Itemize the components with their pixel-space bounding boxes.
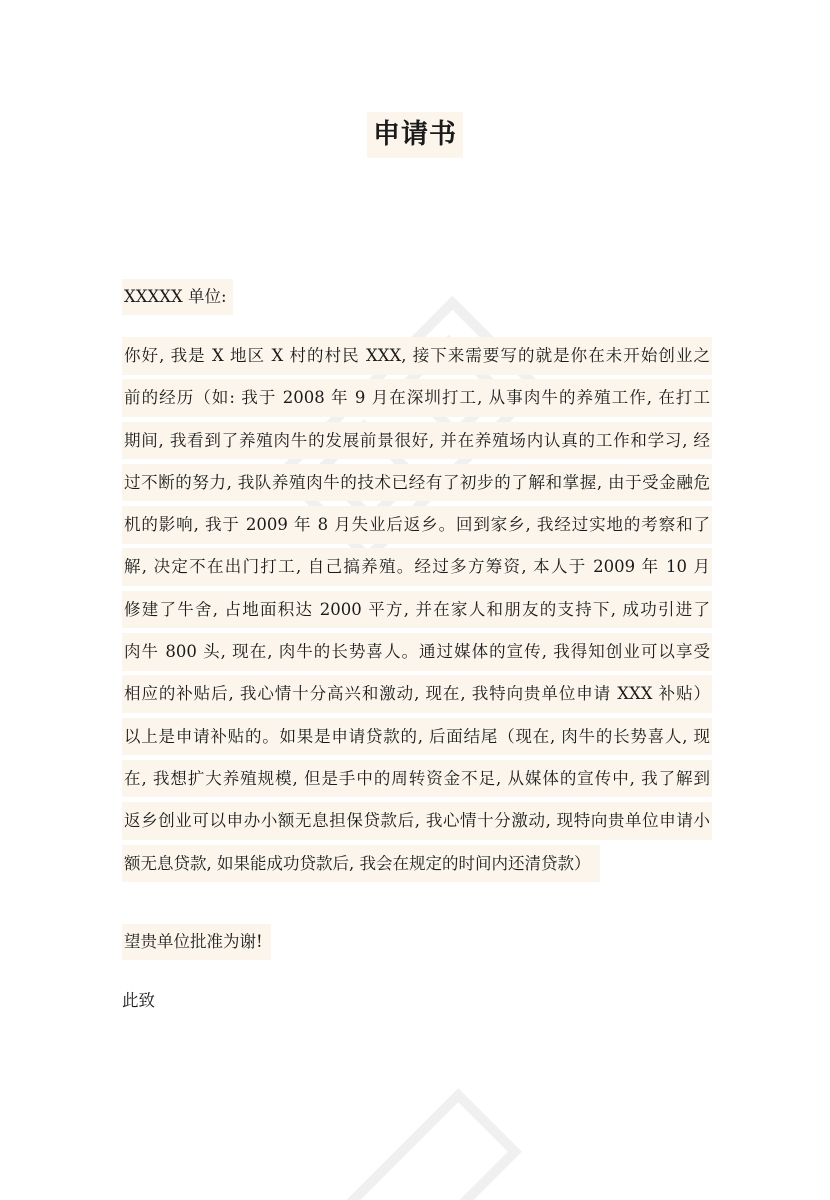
body-line: 过不断的努力, 我队养殖肉牛的技术已经有了初步的了解和掌握, 由于受金融危	[122, 464, 712, 502]
body-line: 额无息贷款, 如果能成功贷款后, 我会在规定的时间内还清贷款）	[122, 845, 600, 883]
body-line: 在, 我想扩大养殖规模, 但是手中的周转资金不足, 从媒体的宣传中, 我了解到	[122, 760, 712, 798]
watermark-logo-bottom	[330, 1080, 530, 1200]
closing-regards: 此致	[122, 991, 155, 1010]
body-line: 肉牛 800 头, 现在, 肉牛的长势喜人。通过媒体的宣传, 我得知创业可以享受	[122, 633, 712, 671]
body-line: 相应的补贴后, 我心情十分高兴和激动, 现在, 我特向贵单位申请 XXX 补贴）	[122, 675, 712, 713]
closing-wish: 望贵单位批准为谢!	[122, 924, 271, 960]
body-line: 机的影响, 我于 2009 年 8 月失业后返乡。回到家乡, 我经过实地的考察和了	[122, 506, 712, 544]
salutation: XXXXX 单位:	[122, 279, 233, 315]
body-line: 解, 决定不在出门打工, 自己搞养殖。经过多方筹资, 本人于 2009 年 10 月	[122, 548, 712, 586]
body-line: 以上是申请补贴的。如果是申请贷款的, 后面结尾（现在, 肉牛的长势喜人, 现	[122, 718, 712, 756]
body-paragraph	[122, 337, 712, 887]
document-title: 申请书	[367, 112, 463, 158]
body-line: 前的经历（如: 我于 2008 年 9 月在深圳打工, 从事肉牛的养殖工作, 在打工	[122, 379, 712, 417]
body-line: 返乡创业可以申办小额无息担保贷款后, 我心情十分激动, 现特向贵单位申请小	[122, 802, 712, 840]
body-line: 你好, 我是 X 地区 X 村的村民 XXX, 接下来需要写的就是你在未开始创业之	[122, 337, 712, 375]
body-line: 期间, 我看到了养殖肉牛的发展前景很好, 并在养殖场内认真的工作和学习, 经	[122, 422, 712, 460]
body-line: 修建了牛舍, 占地面积达 2000 平方, 并在家人和朋友的支持下, 成功引进了	[122, 591, 712, 629]
